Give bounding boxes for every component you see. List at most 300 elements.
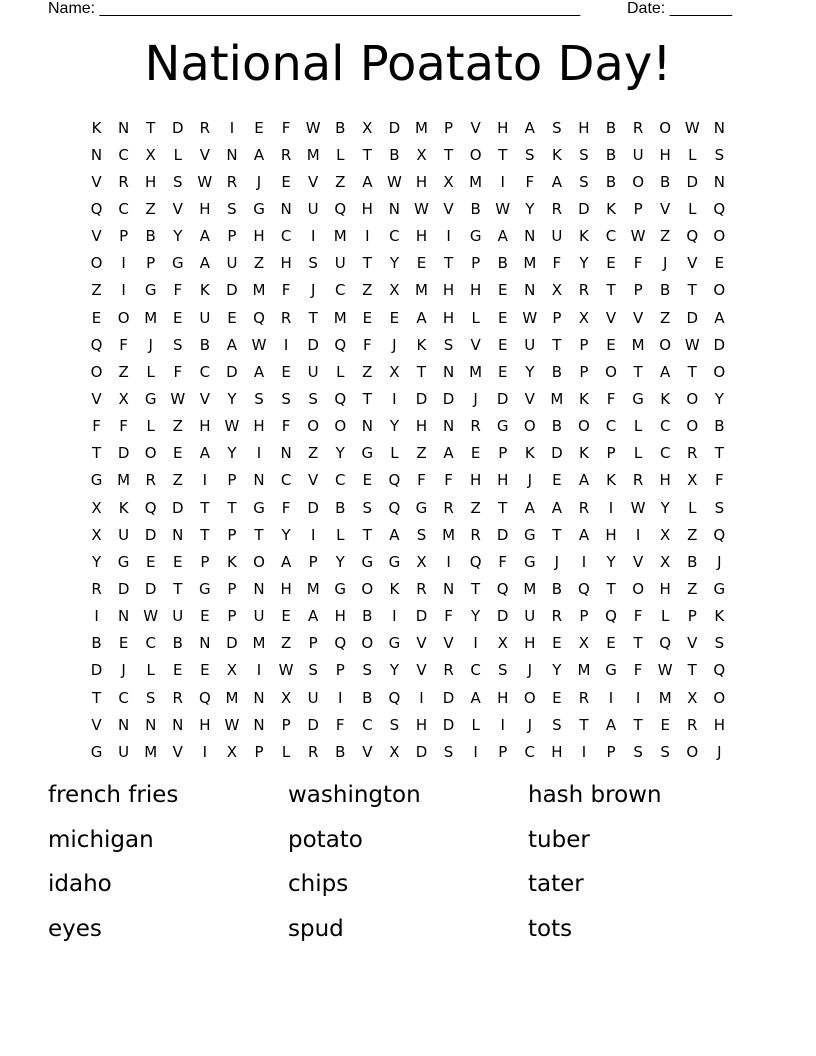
grid-letter: H <box>469 471 482 490</box>
grid-letter: I <box>202 471 208 490</box>
grid-letter: V <box>199 145 210 164</box>
grid-letter: N <box>388 199 401 218</box>
grid-letter: M <box>415 281 428 300</box>
grid-letter: U <box>118 742 130 761</box>
grid-row <box>83 304 733 331</box>
grid-letter: I <box>419 688 424 707</box>
grid-letter: T <box>633 362 643 381</box>
grid-letter: F <box>281 417 291 436</box>
grid-letter: A <box>308 607 319 626</box>
grid-letter: R <box>578 498 590 517</box>
grid-letter: N <box>442 362 455 381</box>
grid-letter: W <box>657 661 673 680</box>
grid-letter: V <box>470 118 481 137</box>
grid-letter: I <box>229 118 235 137</box>
grid-letter: Y <box>389 661 399 680</box>
grid-letter: B <box>497 254 508 273</box>
grid-letter: N <box>524 281 536 300</box>
grid-letter: T <box>714 444 724 463</box>
grid-letter: U <box>551 227 563 246</box>
grid-letter: N <box>713 172 725 191</box>
grid-letter: U <box>524 335 536 354</box>
date-field-label: Date: _______ <box>627 0 732 17</box>
grid-letter: M <box>658 688 672 707</box>
grid-letter: F <box>173 281 183 300</box>
grid-letter: O <box>117 308 130 327</box>
grid-letter: N <box>442 579 455 598</box>
grid-letter: Z <box>335 172 346 191</box>
grid-letter: A <box>497 227 508 246</box>
grid-letter: R <box>687 715 698 734</box>
grid-letter: E <box>552 634 562 653</box>
grid-letter: D <box>90 661 103 680</box>
grid-letter: C <box>389 227 400 246</box>
grid-letter: B <box>389 145 400 164</box>
grid-letter: N <box>253 688 265 707</box>
grid-letter: Q <box>659 634 672 653</box>
grid-letter: H <box>713 715 725 734</box>
grid-letter: W <box>386 172 402 191</box>
grid-letter: T <box>91 688 102 707</box>
grid-letter: N <box>172 715 184 734</box>
grid-letter: T <box>362 254 372 273</box>
grid-letter: O <box>659 118 672 137</box>
grid-letter: E <box>416 254 427 273</box>
grid-letter: X <box>362 118 373 137</box>
grid-letter: E <box>173 444 183 463</box>
grid-letter: H <box>578 118 590 137</box>
grid-letter: B <box>660 281 671 300</box>
word-search-grid <box>83 114 733 765</box>
grid-letter: E <box>254 118 264 137</box>
grid-letter: S <box>443 742 454 761</box>
grid-letter: N <box>713 118 725 137</box>
grid-letter: Z <box>470 498 481 517</box>
grid-letter: O <box>361 634 374 653</box>
grid-letter: C <box>118 145 129 164</box>
grid-letter: I <box>94 607 99 626</box>
grid-letter: J <box>717 552 722 571</box>
grid-letter: D <box>496 525 509 544</box>
grid-letter: W <box>522 308 538 327</box>
grid-letter: P <box>308 552 318 571</box>
grid-letter: P <box>119 227 129 246</box>
grid-letter: E <box>281 172 291 191</box>
grid-letter: A <box>253 145 265 164</box>
grid-letter: S <box>714 634 725 653</box>
grid-letter: F <box>525 172 535 191</box>
grid-letter: P <box>633 281 643 300</box>
grid-letter: S <box>633 742 643 761</box>
grid-letter: P <box>552 308 562 327</box>
grid-letter: U <box>307 362 319 381</box>
grid-letter: S <box>714 145 725 164</box>
grid-letter: T <box>606 281 616 300</box>
grid-letter: T <box>91 444 102 463</box>
grid-letter: C <box>605 227 617 246</box>
grid-letter: U <box>307 199 319 218</box>
grid-letter: E <box>281 362 291 381</box>
grid-letter: P <box>687 607 697 626</box>
grid-letter: H <box>469 281 482 300</box>
grid-letter: W <box>684 335 700 354</box>
grid-letter: F <box>633 607 643 626</box>
grid-letter: O <box>632 579 644 598</box>
grid-letter: U <box>253 607 265 626</box>
grid-letter: U <box>632 145 644 164</box>
grid-letter: B <box>551 579 563 598</box>
grid-letter: Z <box>416 444 427 463</box>
grid-letter: A <box>605 715 617 734</box>
grid-letter: D <box>442 688 455 707</box>
grid-letter: H <box>253 417 265 436</box>
grid-letter: C <box>335 281 346 300</box>
grid-letter: E <box>227 308 237 327</box>
grid-letter: D <box>226 281 238 300</box>
grid-letter: A <box>714 308 725 327</box>
grid-letter: O <box>713 688 726 707</box>
grid-letter: X <box>226 661 238 680</box>
grid-letter: E <box>200 661 210 680</box>
grid-letter: Z <box>172 471 183 490</box>
grid-letter: I <box>635 525 641 544</box>
grid-letter: V <box>443 634 454 653</box>
grid-letter: Y <box>335 444 345 463</box>
grid-letter: N <box>253 715 265 734</box>
grid-letter: A <box>362 172 373 191</box>
grid-letter: L <box>633 444 643 463</box>
grid-letter: P <box>281 715 291 734</box>
grid-letter: T <box>633 634 643 653</box>
grid-letter: G <box>171 254 184 273</box>
grid-letter: V <box>687 254 698 273</box>
grid-letter: P <box>498 444 508 463</box>
grid-letter: I <box>392 389 397 408</box>
grid-letter: N <box>280 444 292 463</box>
grid-row <box>83 684 733 711</box>
grid-letter: B <box>335 742 346 761</box>
grid-letter: O <box>713 362 726 381</box>
grid-letter: N <box>199 634 211 653</box>
grid-letter: X <box>660 552 671 571</box>
grid-letter: Y <box>552 661 562 680</box>
grid-letter: H <box>442 308 455 327</box>
grid-letter: M <box>144 308 158 327</box>
grid-letter: H <box>145 172 157 191</box>
grid-letter: D <box>551 444 563 463</box>
grid-letter: T <box>471 579 481 598</box>
puzzle-title: National Poatato Day! <box>144 36 672 92</box>
grid-letter: Y <box>579 254 589 273</box>
word-bank-item: tater <box>528 871 584 897</box>
grid-row <box>83 711 733 738</box>
grid-letter: W <box>251 335 267 354</box>
name-field-label: Name: ______________________________________________________ <box>48 0 581 17</box>
grid-letter: M <box>442 525 456 544</box>
grid-letter: M <box>306 579 320 598</box>
grid-letter: J <box>121 661 126 680</box>
grid-letter: S <box>579 172 589 191</box>
grid-letter: I <box>310 525 316 544</box>
grid-letter: J <box>148 335 153 354</box>
grid-letter: D <box>307 335 319 354</box>
grid-letter: E <box>389 308 400 327</box>
grid-letter: C <box>145 634 156 653</box>
grid-letter: M <box>306 145 320 164</box>
grid-letter: Q <box>578 579 590 598</box>
grid-letter: Y <box>525 199 535 218</box>
grid-letter: X <box>551 281 562 300</box>
grid-letter: A <box>443 444 454 463</box>
grid-letter: E <box>497 335 508 354</box>
grid-letter: W <box>414 199 429 218</box>
grid-letter: P <box>633 199 643 218</box>
grid-letter: R <box>199 118 211 137</box>
grid-letter: H <box>280 254 292 273</box>
grid-letter: Z <box>91 281 102 300</box>
grid-letter: A <box>524 498 535 517</box>
grid-letter: Z <box>308 444 319 463</box>
grid-letter: W <box>278 661 294 680</box>
grid-row <box>83 521 733 548</box>
grid-letter: O <box>713 227 726 246</box>
grid-letter: Q <box>334 335 347 354</box>
grid-letter: E <box>497 308 508 327</box>
grid-letter: P <box>579 335 589 354</box>
grid-letter: D <box>415 389 428 408</box>
word-bank-item: tots <box>528 915 573 942</box>
word-bank-item: michigan <box>48 826 154 853</box>
grid-letter: W <box>630 227 646 246</box>
grid-letter: F <box>92 417 101 436</box>
grid-letter: L <box>281 742 291 761</box>
grid-letter: O <box>144 444 157 463</box>
grid-letter: U <box>226 254 238 273</box>
grid-letter: A <box>253 362 265 381</box>
grid-letter: B <box>145 227 156 246</box>
grid-letter: X <box>660 525 671 544</box>
grid-letter: F <box>119 417 128 436</box>
grid-letter: A <box>660 362 671 381</box>
grid-letter: I <box>310 227 316 246</box>
grid-letter: G <box>415 498 428 517</box>
grid-letter: E <box>497 281 508 300</box>
grid-row <box>83 413 733 440</box>
grid-letter: D <box>117 444 130 463</box>
grid-letter: N <box>172 525 184 544</box>
grid-letter: V <box>605 308 617 327</box>
grid-letter: P <box>335 661 345 680</box>
grid-letter: Y <box>91 552 102 571</box>
word-bank-item: potato <box>288 826 363 853</box>
grid-letter: V <box>443 199 454 218</box>
grid-row <box>83 630 733 657</box>
grid-letter: S <box>714 498 725 517</box>
grid-letter: K <box>524 444 535 463</box>
grid-letter: V <box>687 634 698 653</box>
grid-letter: T <box>173 579 183 598</box>
grid-letter: T <box>606 579 616 598</box>
grid-letter: A <box>199 254 210 273</box>
grid-letter: F <box>173 362 183 381</box>
grid-letter: S <box>579 145 589 164</box>
grid-letter: D <box>415 742 428 761</box>
grid-letter: Z <box>687 525 698 544</box>
grid-letter: F <box>281 498 291 517</box>
word-bank-item: idaho <box>48 871 112 897</box>
grid-row <box>83 494 733 521</box>
grid-letter: G <box>388 552 401 571</box>
grid-letter: H <box>415 172 428 191</box>
grid-letter: B <box>551 362 563 381</box>
grid-letter: T <box>200 498 210 517</box>
grid-letter: A <box>226 335 238 354</box>
grid-letter: V <box>91 389 102 408</box>
grid-letter: Q <box>253 308 265 327</box>
grid-letter: W <box>630 498 646 517</box>
grid-letter: Z <box>253 254 265 273</box>
grid-letter: U <box>334 254 346 273</box>
grid-letter: V <box>632 552 644 571</box>
grid-letter: K <box>118 498 129 517</box>
grid-letter: I <box>202 742 208 761</box>
grid-letter: H <box>497 471 509 490</box>
grid-row <box>83 603 733 630</box>
grid-letter: F <box>633 661 643 680</box>
grid-letter: J <box>554 552 560 571</box>
grid-letter: D <box>496 389 509 408</box>
grid-letter: Q <box>388 688 401 707</box>
grid-letter: H <box>551 742 563 761</box>
grid-letter: L <box>688 145 697 164</box>
grid-letter: L <box>688 498 697 517</box>
grid-letter: J <box>392 335 397 354</box>
grid-letter: Y <box>471 607 481 626</box>
grid-letter: A <box>524 118 535 137</box>
grid-letter: E <box>200 607 210 626</box>
grid-row <box>83 467 733 494</box>
grid-letter: D <box>144 525 157 544</box>
grid-letter: O <box>632 172 644 191</box>
word-bank-item: washington <box>288 782 421 808</box>
grid-letter: X <box>687 688 698 707</box>
grid-letter: Q <box>334 634 347 653</box>
grid-letter: E <box>714 254 725 273</box>
grid-letter: S <box>281 389 291 408</box>
grid-letter: Y <box>335 552 345 571</box>
grid-letter: T <box>498 498 508 517</box>
grid-letter: J <box>310 281 316 300</box>
grid-letter: X <box>497 634 508 653</box>
grid-letter: I <box>446 227 451 246</box>
grid-letter: V <box>91 172 102 191</box>
word-bank-item: eyes <box>48 915 102 942</box>
grid-letter: D <box>578 199 590 218</box>
grid-letter: R <box>551 199 563 218</box>
word-bank-item: chips <box>288 871 349 897</box>
grid-letter: G <box>361 552 374 571</box>
grid-letter: F <box>606 389 616 408</box>
grid-letter: B <box>362 607 373 626</box>
grid-letter: Q <box>713 525 726 544</box>
grid-letter: B <box>660 172 671 191</box>
grid-letter: G <box>90 471 103 490</box>
grid-letter: T <box>200 525 210 544</box>
grid-letter: C <box>118 199 129 218</box>
grid-letter: P <box>227 579 237 598</box>
word-bank-item: tuber <box>528 826 590 853</box>
grid-letter: A <box>470 688 481 707</box>
grid-letter: D <box>686 308 699 327</box>
grid-letter: I <box>635 688 641 707</box>
grid-letter: V <box>660 199 671 218</box>
grid-letter: D <box>171 118 184 137</box>
grid-letter: H <box>199 199 211 218</box>
grid-letter: M <box>631 335 645 354</box>
grid-letter: P <box>146 254 156 273</box>
grid-letter: B <box>605 118 617 137</box>
grid-letter: N <box>118 118 130 137</box>
grid-letter: T <box>579 715 589 734</box>
grid-letter: V <box>308 172 319 191</box>
grid-letter: R <box>280 145 292 164</box>
grid-letter: R <box>416 579 427 598</box>
grid-letter: S <box>308 389 318 408</box>
grid-letter: R <box>280 308 292 327</box>
grid-letter: L <box>146 362 155 381</box>
grid-letter: Q <box>496 579 509 598</box>
grid-letter: A <box>199 444 210 463</box>
grid-letter: P <box>254 742 264 761</box>
grid-row <box>83 440 733 467</box>
grid-letter: L <box>173 145 182 164</box>
grid-letter: T <box>687 281 697 300</box>
grid-row <box>83 195 733 222</box>
grid-letter: T <box>443 254 454 273</box>
grid-letter: K <box>199 281 210 300</box>
grid-letter: T <box>552 525 562 544</box>
grid-letter: R <box>470 417 481 436</box>
grid-letter: T <box>443 145 454 164</box>
grid-letter: B <box>551 417 563 436</box>
grid-letter: F <box>119 335 128 354</box>
grid-letter: G <box>713 579 726 598</box>
grid-letter: X <box>280 688 292 707</box>
grid-letter: B <box>199 335 210 354</box>
grid-letter: C <box>118 688 129 707</box>
grid-letter: O <box>713 281 726 300</box>
grid-letter: G <box>496 417 509 436</box>
grid-letter: W <box>197 172 213 191</box>
grid-letter: X <box>118 389 129 408</box>
grid-letter: Q <box>605 607 617 626</box>
grid-letter: I <box>121 281 126 300</box>
grid-letter: F <box>281 281 291 300</box>
grid-letter: G <box>523 552 536 571</box>
grid-letter: S <box>308 661 318 680</box>
grid-letter: C <box>659 444 671 463</box>
grid-letter: L <box>633 417 643 436</box>
grid-letter: Z <box>172 417 183 436</box>
grid-letter: P <box>227 471 237 490</box>
grid-letter: X <box>416 552 427 571</box>
grid-letter: J <box>473 389 478 408</box>
grid-letter: K <box>579 389 589 408</box>
grid-letter: C <box>199 362 211 381</box>
grid-letter: P <box>444 118 454 137</box>
grid-letter: I <box>283 335 289 354</box>
word-bank-item: spud <box>288 915 344 942</box>
